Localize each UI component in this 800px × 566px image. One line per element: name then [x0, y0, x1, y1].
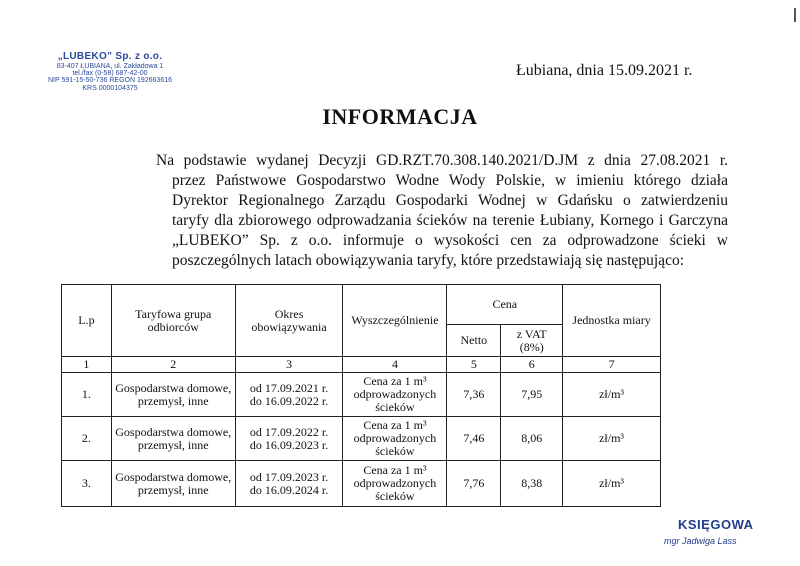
- cell-period: [235, 461, 343, 507]
- spec-line: odprowadzonych ścieków: [353, 476, 437, 503]
- cell-period: [235, 373, 343, 417]
- period-to: do 16.09.2024 r.: [249, 482, 329, 497]
- header-netto: Netto: [447, 325, 501, 357]
- period-to: do 16.09.2022 r.: [249, 393, 329, 408]
- tariff-table: [61, 284, 661, 507]
- cell-period: [235, 417, 343, 461]
- column-number: 7: [563, 357, 661, 373]
- spec-line: Cena za 1 m³: [363, 463, 427, 477]
- stamp-company-name: „LUBEKO” Sp. z o.o.: [57, 51, 163, 62]
- header-period: Okres obowiązywania: [235, 285, 343, 357]
- cell-netto: 7,36: [447, 373, 501, 417]
- table-row: [62, 373, 661, 417]
- place-date: Łubiana, dnia 15.09.2021 r.: [516, 62, 693, 79]
- signature-name: mgr Jadwiga Lass: [664, 536, 737, 546]
- body-line: Dyrektor Regionalnego Zarządu Gospodarki Wodnej w Gdańsku o zatwierdzeniu: [172, 192, 728, 209]
- cell-spec: [343, 461, 447, 507]
- cell-vat: 7,95: [501, 373, 563, 417]
- column-number: 6: [501, 357, 563, 373]
- spec-line: odprowadzonych ścieków: [353, 387, 437, 414]
- body-line: Na podstawie wydanej Decyzji GD.RZT.70.308.140.2021/D.JM z dnia 27.08.2021 r.: [156, 152, 728, 169]
- table-row: [62, 461, 661, 507]
- body-line: przez Państwowe Gospodarstwo Wodne Wody Polskie, w imieniu którego działa: [172, 172, 728, 189]
- accountant-signature: [654, 517, 774, 546]
- period-from: od 17.09.2021 r.: [249, 380, 329, 395]
- period-from: od 17.09.2023 r.: [249, 469, 329, 484]
- stamp-address: 83-407 ŁUBIANA, ul. Zakładowa 1: [56, 62, 164, 70]
- body-line: poszczególnych latach obowiązywania taryfy, które przedstawiają się następująco:: [172, 252, 684, 269]
- header-vat: z VAT (8%): [501, 325, 563, 357]
- body-paragraph: [156, 151, 728, 271]
- signature-role: KSIĘGOWA: [678, 517, 754, 532]
- cell-vat: 8,06: [501, 417, 563, 461]
- cell-netto: 7,46: [447, 417, 501, 461]
- period-to: do 16.09.2023 r.: [249, 437, 329, 452]
- stamp-phone: tel./fax (0-58) 687-42-00: [72, 69, 148, 77]
- company-stamp: [30, 52, 190, 92]
- cell-lp: 1.: [62, 373, 112, 417]
- table-row: [62, 417, 661, 461]
- cell-group: Gospodarstwa domowe, przemysł, inne: [111, 417, 235, 461]
- cell-spec: [343, 417, 447, 461]
- header-unit: Jednostka miary: [563, 285, 661, 357]
- document-title: INFORMACJA: [322, 104, 478, 129]
- column-number: 5: [447, 357, 501, 373]
- header-group: Taryfowa grupa odbiorców: [111, 285, 235, 357]
- cell-unit: zł/m³: [563, 461, 661, 507]
- spec-line: Cena za 1 m³: [363, 374, 427, 388]
- cell-group: Gospodarstwa domowe, przemysł, inne: [111, 461, 235, 507]
- header-price: Cena: [447, 285, 563, 325]
- page-edge-mark: [794, 8, 796, 22]
- cell-group: Gospodarstwa domowe, przemysł, inne: [111, 373, 235, 417]
- body-line: „LUBEKO” Sp. z o.o. informuje o wysokości cen za odprowadzone ścieki w: [172, 232, 728, 249]
- column-number: 2: [111, 357, 235, 373]
- cell-unit: zł/m³: [563, 373, 661, 417]
- stamp-ids: NIP 591-15-50-736 REGON 192663616: [47, 77, 172, 85]
- column-number: 3: [235, 357, 343, 373]
- cell-lp: 2.: [62, 417, 112, 461]
- header-spec: Wyszczególnienie: [343, 285, 447, 357]
- period-from: od 17.09.2022 r.: [249, 424, 329, 439]
- cell-netto: 7,76: [447, 461, 501, 507]
- spec-line: odprowadzonych ścieków: [353, 431, 437, 458]
- cell-unit: zł/m³: [563, 417, 661, 461]
- cell-lp: 3.: [62, 461, 112, 507]
- cell-vat: 8,38: [501, 461, 563, 507]
- spec-line: Cena za 1 m³: [363, 418, 427, 432]
- column-number: 4: [343, 357, 447, 373]
- body-line: taryfy dla zbiorowego odprowadzania ścieków na terenie Łubiany, Kornego i Garczyna: [172, 212, 728, 229]
- cell-spec: [343, 373, 447, 417]
- stamp-krs: KRS 0000104375: [82, 84, 138, 92]
- header-lp: L.p: [62, 285, 112, 357]
- column-number: 1: [62, 357, 112, 373]
